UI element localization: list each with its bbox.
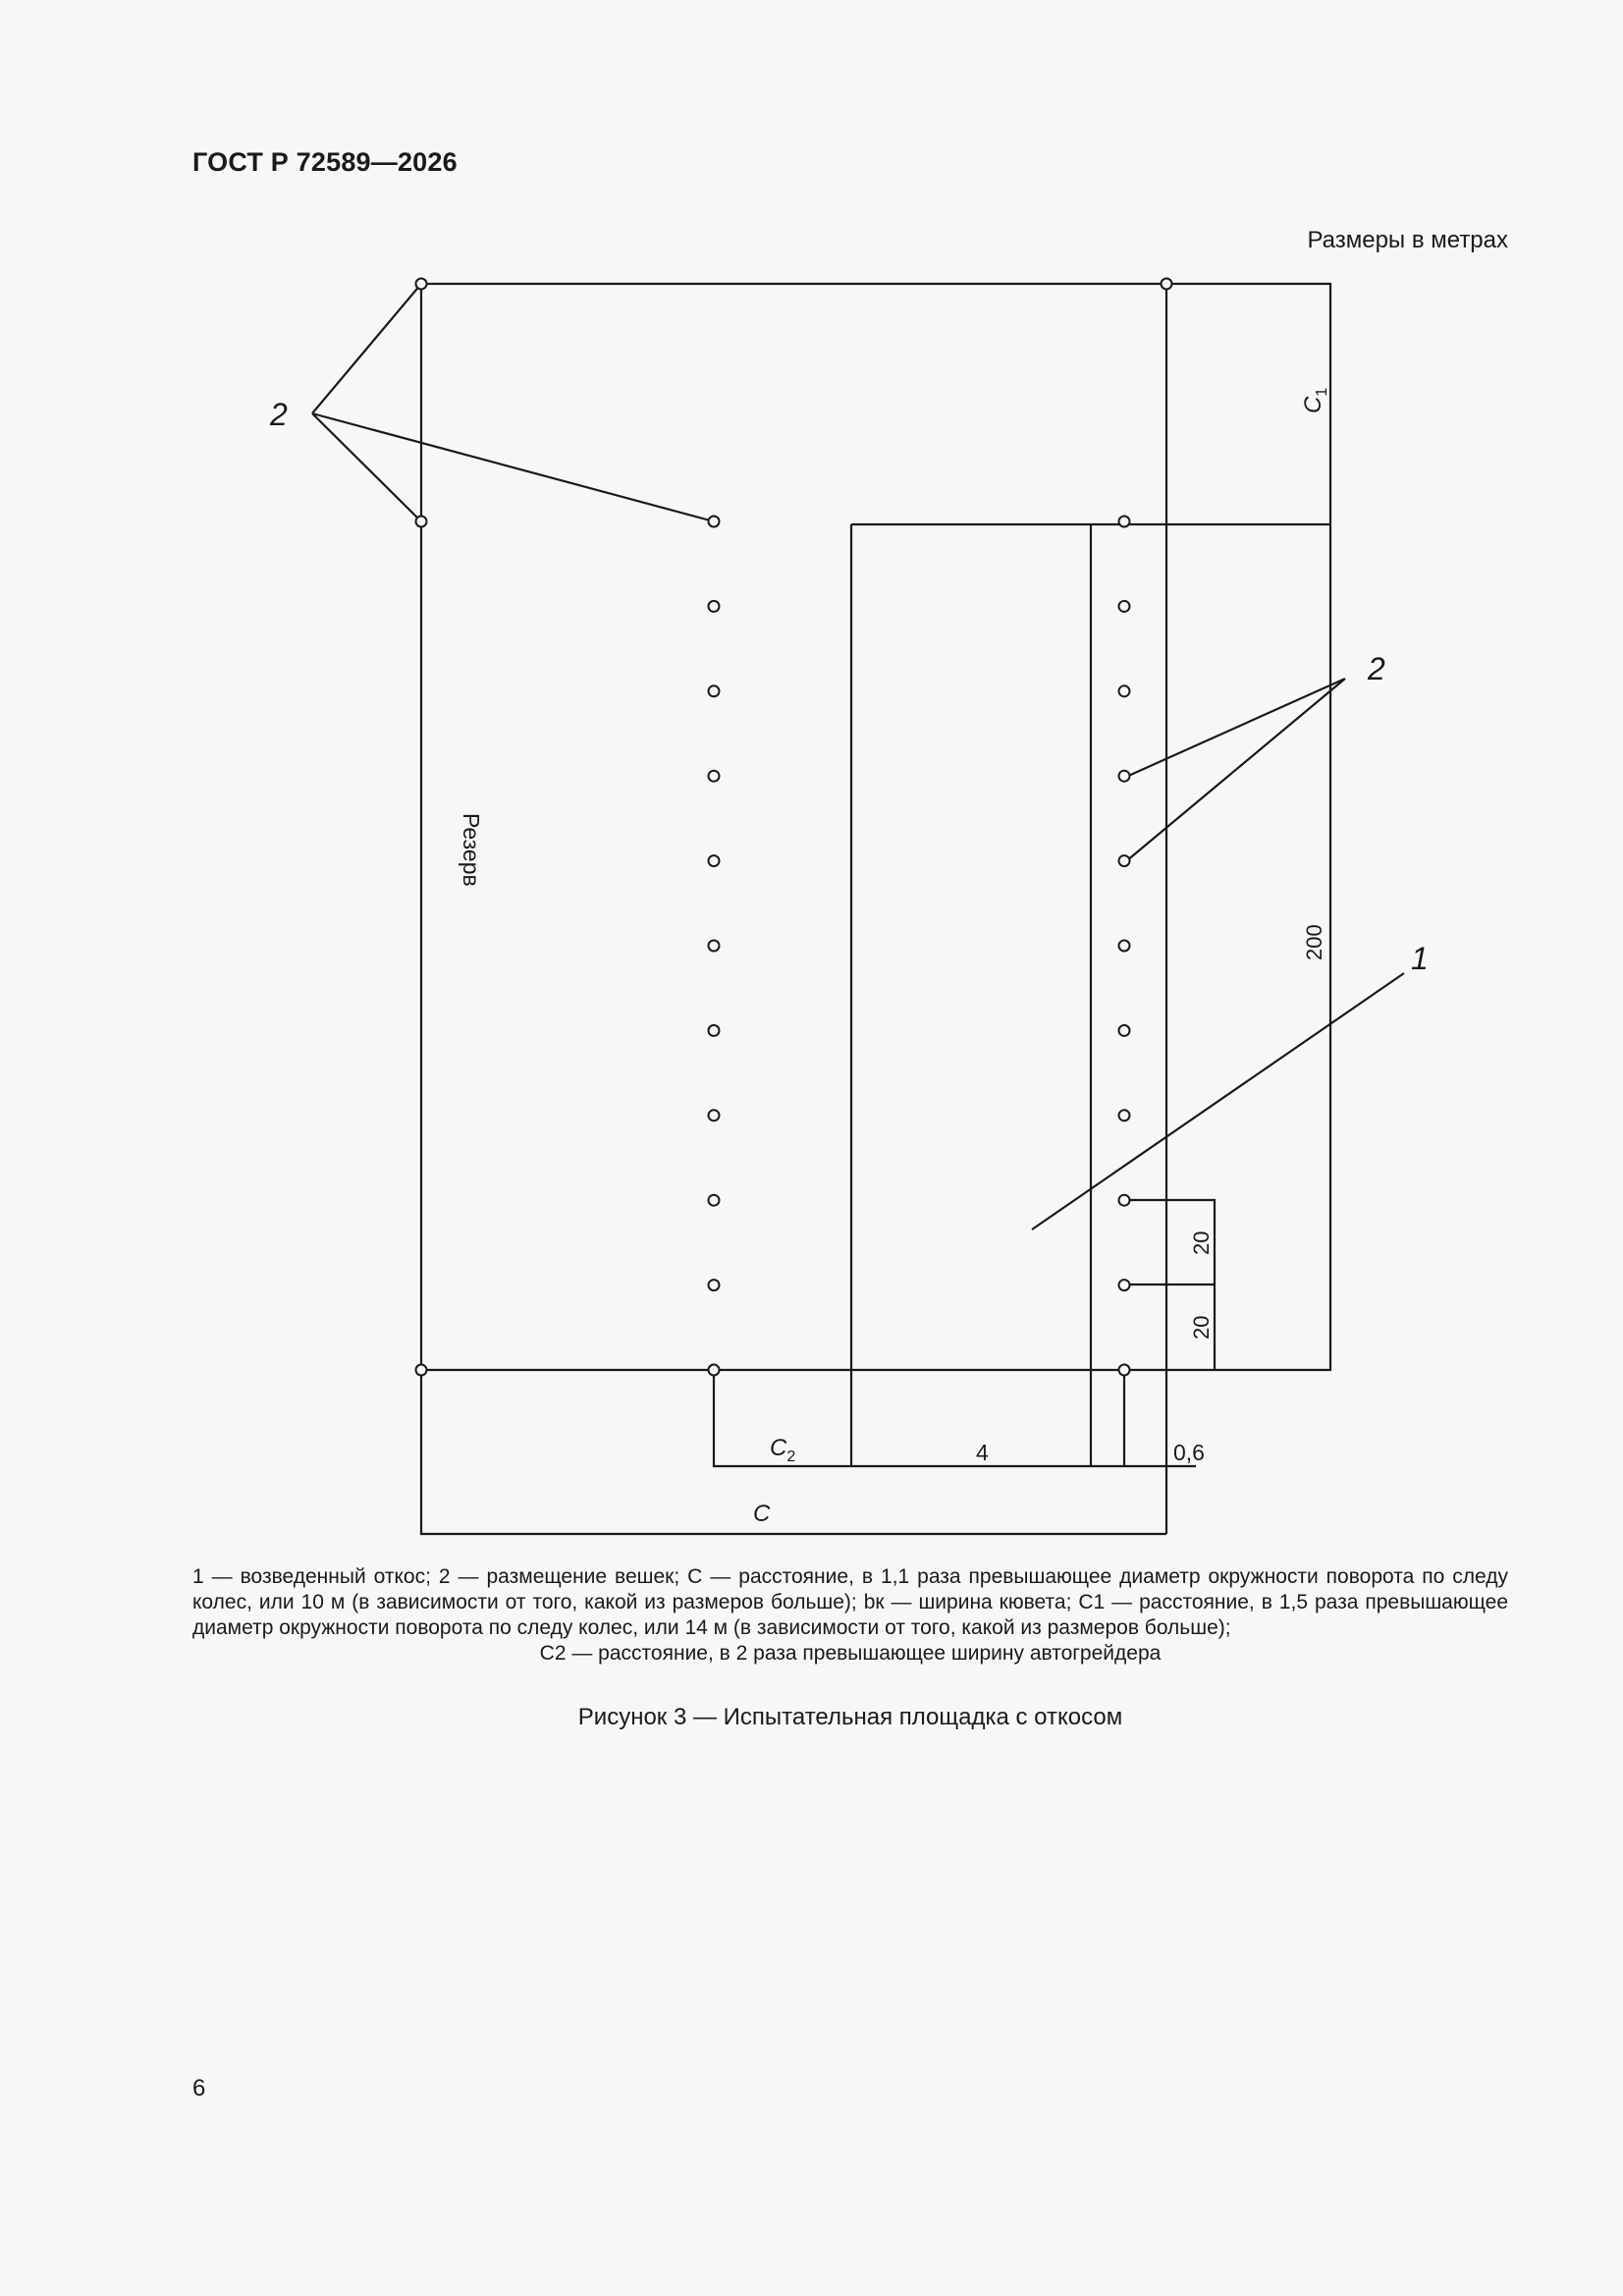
- dimension-200: 200: [1302, 924, 1326, 960]
- marker-circle: [1162, 279, 1172, 290]
- callout-2-left-leader: [312, 284, 714, 521]
- document-header: ГОСТ Р 72589—2026: [192, 147, 458, 177]
- callout-1-label: 1: [1411, 941, 1429, 976]
- legend-text-last: C2 — расстояние, в 2 раза превышающее ширину автогрейдера: [539, 1642, 1162, 1665]
- marker-circle: [416, 279, 427, 290]
- marker-circle: [709, 685, 720, 696]
- marker-circle: [1119, 1195, 1130, 1206]
- marker-circle: [1119, 1025, 1130, 1036]
- c-label: C: [753, 1501, 771, 1527]
- marker-circle: [709, 601, 720, 612]
- dimension-4: 4: [976, 1440, 989, 1465]
- marker-circle: [1119, 601, 1130, 612]
- callout-2-right-label: 2: [1368, 651, 1385, 686]
- marker-circle: [709, 1195, 720, 1206]
- marker-circle: [1119, 1280, 1130, 1290]
- marker-circle: [1119, 1110, 1130, 1121]
- callout-2-left-label: 2: [270, 397, 288, 432]
- marker-circle: [416, 1365, 427, 1376]
- marker-circle: [1119, 685, 1130, 696]
- marker-circle: [709, 1365, 720, 1376]
- c2-label: $C_2$: [770, 1435, 796, 1465]
- marker-circle: [709, 855, 720, 866]
- marker-circle: [1119, 1365, 1130, 1376]
- figure-caption: Рисунок 3 — Испытательная площадка с откосом: [577, 1704, 1123, 1730]
- marker-circle: [709, 941, 720, 952]
- marker-circle: [1119, 941, 1130, 952]
- spacing-bracket: [1126, 1200, 1215, 1370]
- c1-label: $C_1$: [1300, 387, 1330, 413]
- figure-legend: [192, 1564, 1508, 1667]
- marker-circle: [709, 1110, 720, 1121]
- marker-circle: [709, 517, 720, 527]
- marker-circle: [1119, 517, 1130, 527]
- legend-text: 1 — возведенный откос; 2 — размещение вешек; C — расстояние, в 1,1 раза превышающее диаметр окружности поворота по следу колес, или 10 м (в зависимости от того, какой из размеров больше); bк — ширина кювета; C1 — расстояние, в 1,5 раза превышающее диаметр окружности поворота по следу колес, или 14 м (в зависимости от того, какой из размеров больше);: [192, 1565, 1508, 1639]
- marker-circle: [709, 1025, 720, 1036]
- dimension-20-lower: 20: [1189, 1315, 1214, 1339]
- units-note: Размеры в метрах: [1307, 227, 1508, 253]
- marker-circle: [1119, 855, 1130, 866]
- page-number: 6: [192, 2075, 206, 2102]
- dimension-0-6: 0,6: [1173, 1440, 1205, 1465]
- callout-1-leader: [1032, 973, 1404, 1230]
- marker-circle: [1119, 771, 1130, 782]
- callout-2-right-leader: [1126, 679, 1345, 861]
- marker-circle: [709, 1280, 720, 1290]
- site-outline: [421, 284, 1330, 1370]
- dimension-20-upper: 20: [1189, 1230, 1214, 1255]
- marker-circle: [709, 771, 720, 782]
- reserve-label: Резерв: [459, 813, 484, 887]
- marker-circle: [416, 517, 427, 527]
